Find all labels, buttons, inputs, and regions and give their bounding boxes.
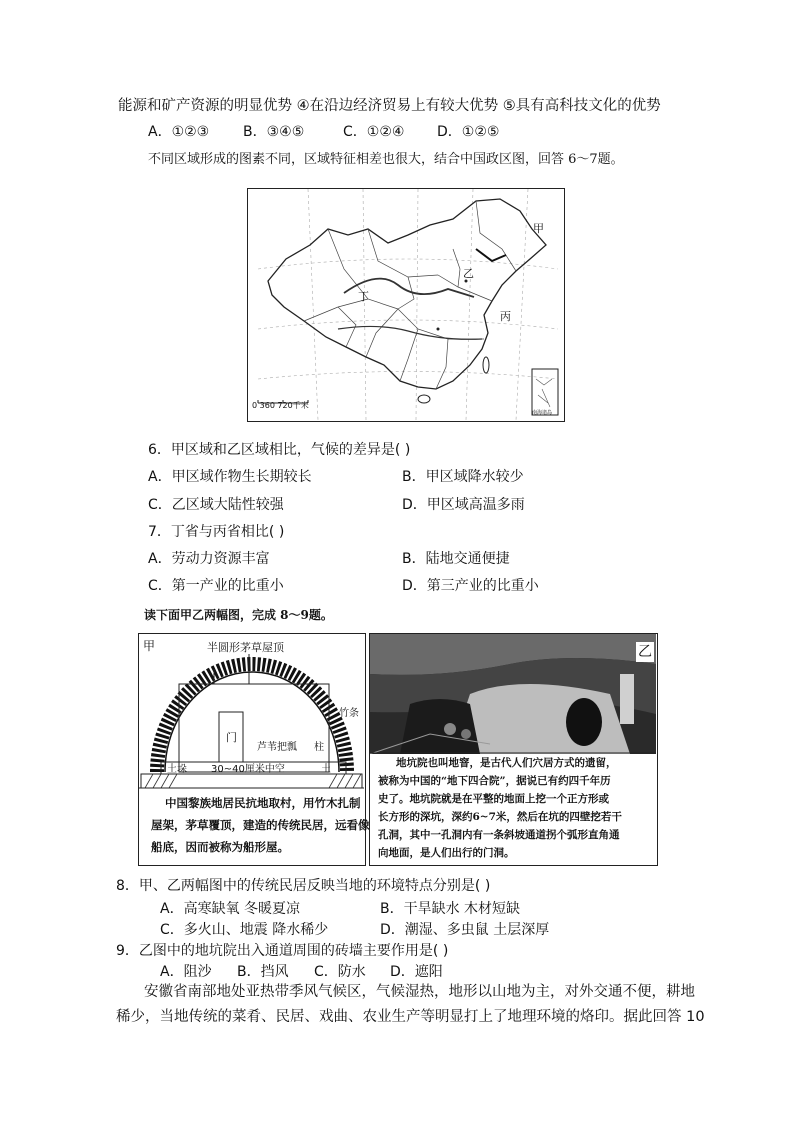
map-label-jia: 甲: [533, 222, 544, 235]
q9-option-d: D．遮阳: [390, 964, 443, 980]
jia-caption-line-3: 船底，因而被称为船形屋。: [151, 840, 289, 854]
figure-jia-tag: 甲: [143, 639, 156, 653]
figure-jia-caption: [151, 792, 370, 858]
figure-yi-tag: 乙: [638, 644, 652, 660]
choice-a: A．①②③: [148, 124, 210, 140]
passage-line-1: 安徽省南部地处亚热带季风气候区，气候湿热，地形以山地为主，对外交通不便，耕地: [144, 984, 695, 1000]
label-wall: 芦苇把瓢: [257, 742, 297, 753]
q6-option-d: D．甲区域高温多雨: [402, 497, 525, 513]
jia-caption-line-1: 中国黎族地居民抗地取村，用竹木扎制: [165, 796, 361, 810]
jia-caption-line-2: 屋架，茅草覆顶，建造的传统民居，远看像: [151, 818, 370, 832]
cave-courtyard-photo: [370, 634, 656, 754]
q8-option-a: A．高寒缺氧 冬暖夏凉: [160, 901, 301, 917]
label-roof: 半圆形茅草屋顶: [207, 641, 284, 654]
figure-yi-caption: [378, 754, 650, 862]
choice-c: C．①②④: [343, 124, 405, 140]
china-map-figure: [247, 188, 565, 422]
q8-stem: 8．甲、乙两幅图中的传统民居反映当地的环境特点分别是( ): [116, 878, 491, 894]
label-floor-gap: 30~40厘米中空: [211, 764, 285, 775]
label-bamboo: 竹条: [339, 708, 359, 719]
map-label-ding: 丁: [358, 290, 369, 303]
q7-stem: 7．丁省与丙省相比( ): [148, 524, 285, 540]
figures-intro-text: 读下面甲乙两幅图，完成 8～9题。: [144, 608, 333, 622]
choice-b: B．③④⑤: [243, 124, 305, 140]
label-base-left: 土垛: [167, 764, 187, 775]
label-base-right: 土: [321, 764, 331, 775]
q8-option-b: B．干旱缺水 木材短缺: [380, 901, 521, 917]
label-door: 门: [226, 731, 237, 744]
map-scale-label: 0 360 720千米: [252, 401, 309, 410]
q8-option-c: C．多火山、地震 降水稀少: [160, 922, 329, 938]
q6-stem: 6．甲区域和乙区域相比，气候的差异是( ): [148, 442, 411, 458]
q6-option-b: B．甲区域降水较少: [402, 469, 524, 485]
q9-option-b: B．挡风: [237, 964, 289, 980]
q9-option-c: C．防水: [314, 964, 366, 980]
q8-option-d: D．潮湿、多虫鼠 土层深厚: [380, 922, 550, 938]
label-pillar: 柱: [314, 742, 324, 753]
choice-d: D．①②⑤: [437, 124, 500, 140]
q7-option-d: D．第三产业的比重小: [402, 578, 539, 594]
q6-option-a: A．甲区域作物生长期较长: [148, 469, 312, 485]
yi-caption-line-2: 被称为中国的“地下四合院”，据说已有约四千年历: [378, 775, 611, 787]
yi-caption-line-6: 向地面，是人们出行的门洞。: [378, 847, 515, 859]
q6-option-c: C．乙区域大陆性较强: [148, 497, 284, 513]
q9-option-a: A．阻沙: [160, 964, 212, 980]
yi-caption-line-4: 长方形的深坑，深约6~7米，然后在坑的四壁挖若干: [378, 811, 622, 823]
map-intro-text: 不同区域形成的图素不同，区域特征相差也很大，结合中国政区图，回答 6～7题。: [148, 152, 624, 167]
option-statements-line: 能源和矿产资源的明显优势 ④在沿边经济贸易上有较大优势 ⑤具有高科技文化的优势: [118, 98, 661, 114]
china-map-drawing: [248, 189, 563, 420]
passage-line-2: 稀少，当地传统的菜肴、民居、戏曲、农业生产等明显打上了地理环境的烙印。据此回答 10: [116, 1009, 705, 1025]
q7-option-b: B．陆地交通便捷: [402, 551, 510, 567]
figure-jia-boat-house: [138, 633, 370, 866]
map-label-yi: 乙: [463, 267, 474, 280]
yi-caption-line-5: 孔洞，其中一孔洞内有一条斜坡通道拐个弧形直角通: [378, 829, 620, 841]
q7-option-a: A．劳动力资源丰富: [148, 551, 270, 567]
map-label-bing: 丙: [500, 310, 511, 323]
yi-caption-line-3: 史了。地坑院就是在平整的地面上挖一个正方形或: [378, 793, 609, 805]
q7-option-c: C．第一产业的比重小: [148, 578, 284, 594]
yi-caption-line-1: 地坑院也叫地窨，是古代人们穴居方式的遗留，: [396, 757, 617, 769]
map-inset-label: 南海诸岛: [532, 410, 553, 416]
q9-stem: 9．乙图中的地坑院出入通道周围的砖墙主要作用是( ): [116, 943, 449, 959]
figure-yi-cave-courtyard: [369, 633, 658, 866]
